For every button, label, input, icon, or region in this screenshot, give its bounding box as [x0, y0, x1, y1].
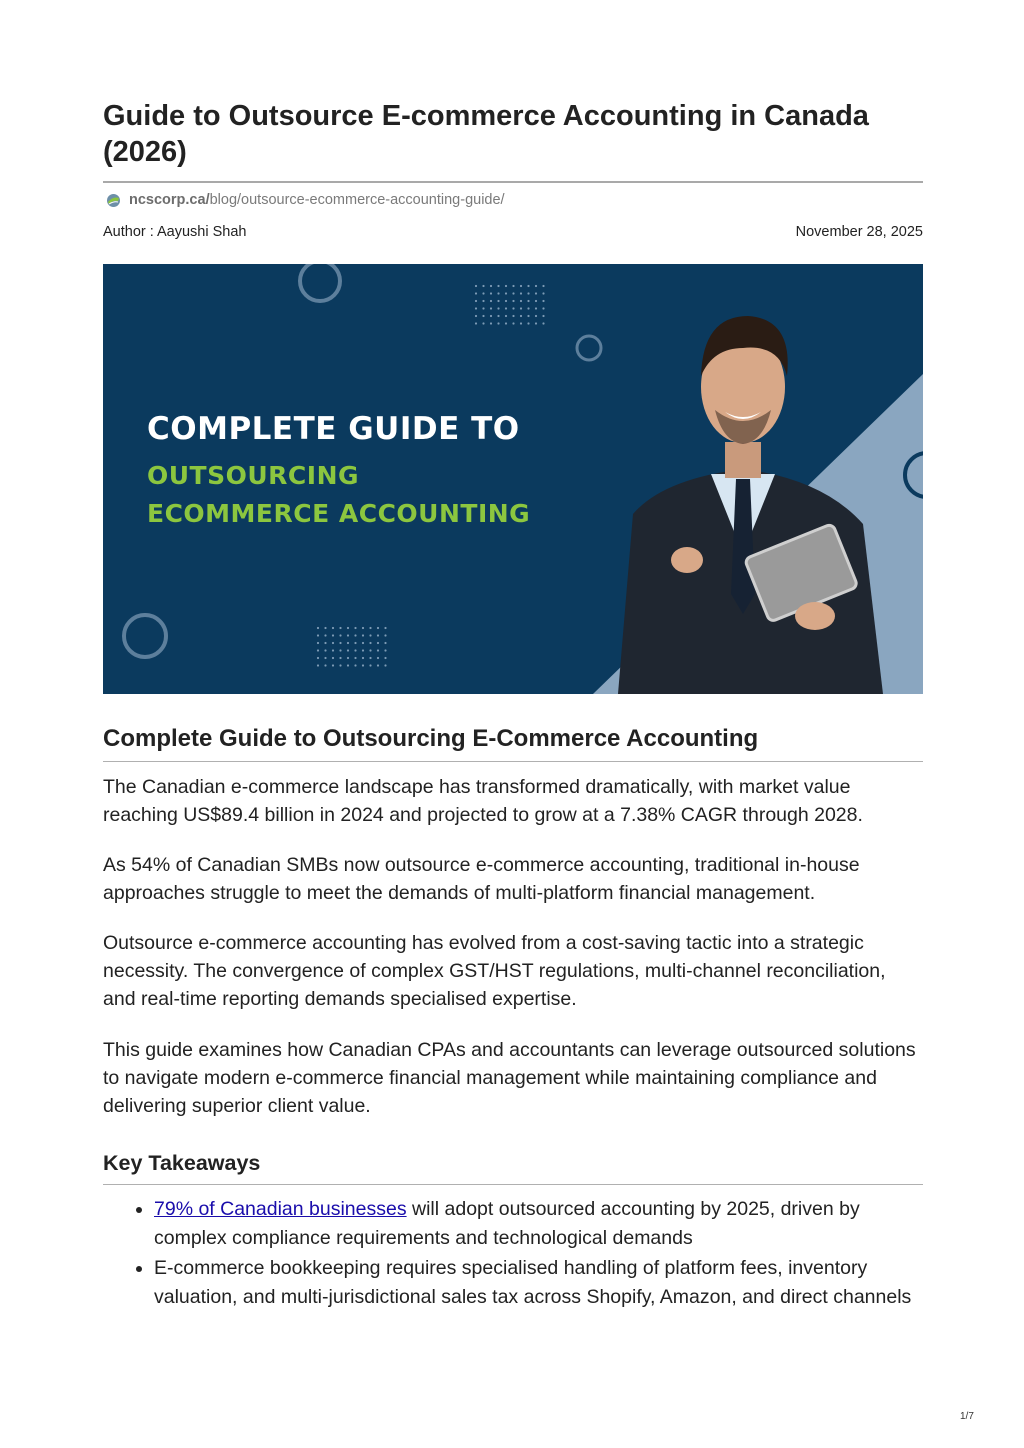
decor-dot: [339, 627, 341, 629]
list-item: [154, 1195, 923, 1253]
decor-dot: [527, 307, 529, 309]
decor-dot: [332, 634, 334, 636]
decor-dot: [512, 322, 514, 324]
decor-dot: [542, 307, 544, 309]
decor-dot: [497, 307, 499, 309]
decor-dot: [347, 627, 349, 629]
decor-dot: [482, 300, 484, 302]
paragraph-4: This guide examines how Canadian CPAs and accountants can leverage outsourced solutions to navigate modern e-commerce financial management while maintaining compliance and delivering superior client value.: [103, 1039, 916, 1117]
paragraph-1: The Canadian e-commerce landscape has transformed dramatically, with market value reaching US$89.4 billion in 2024 and projected to grow at a 7.38% CAGR through 2028.: [103, 776, 863, 826]
page-number: 1/7: [960, 1411, 974, 1422]
source-domain: ncscorp.ca/: [129, 192, 210, 208]
decor-dot: [324, 649, 326, 651]
decor-dot: [332, 642, 334, 644]
decor-dot: [482, 315, 484, 317]
section-heading: Complete Guide to Outsourcing E-Commerce Accounting: [103, 725, 759, 752]
decor-dot: [475, 322, 477, 324]
decor-dot: [497, 285, 499, 287]
decor-dot: [527, 322, 529, 324]
decor-dot: [482, 285, 484, 287]
decor-dot: [475, 315, 477, 317]
decor-dot: [475, 307, 477, 309]
decor-dot: [535, 300, 537, 302]
decor-dot: [527, 292, 529, 294]
decor-dot: [377, 664, 379, 666]
decor-dot: [354, 627, 356, 629]
decor-dot: [535, 315, 537, 317]
decor-dot: [535, 285, 537, 287]
takeaways-list: [103, 1195, 923, 1313]
decor-dot: [362, 627, 364, 629]
decor-dot: [354, 649, 356, 651]
decor-dot: [384, 642, 386, 644]
list-item-text: will adopt outsourced accounting by 2025, driven by complex compliance requirements and technological demands: [154, 1198, 860, 1249]
author: Author : Aayushi Shah: [103, 224, 247, 240]
hero-heading-line-3: ECOMMERCE ACCOUNTING: [147, 499, 531, 528]
decor-dot: [527, 315, 529, 317]
decor-dot: [527, 285, 529, 287]
decor-dot: [497, 292, 499, 294]
decor-dot: [339, 634, 341, 636]
decor-dot: [339, 649, 341, 651]
decor-dot: [505, 285, 507, 287]
decor-dot: [369, 634, 371, 636]
decor-dot: [347, 664, 349, 666]
title-divider: [103, 181, 923, 183]
decor-dot: [490, 292, 492, 294]
decor-dot: [317, 634, 319, 636]
decor-dot: [369, 657, 371, 659]
decor-dot: [347, 649, 349, 651]
decor-dot: [482, 307, 484, 309]
decor-dot: [384, 649, 386, 651]
takeaways-heading: Key Takeaways: [103, 1151, 261, 1175]
decor-dot: [520, 322, 522, 324]
paragraph-3: Outsource e-commerce accounting has evolved from a cost-saving tactic into a strategic necessity. The convergence of complex GST/HST regulations, multi-channel reconciliation, and real-time reporting demands specialised expertise.: [103, 932, 886, 1010]
decor-dot: [482, 322, 484, 324]
decor-dot: [542, 322, 544, 324]
hero-heading-line-2: OUTSOURCING: [147, 461, 360, 490]
page-title: Guide to Outsource E-commerce Accounting in Canada (2026): [103, 100, 869, 168]
decor-dot-grid: [475, 285, 545, 325]
decor-dot: [505, 292, 507, 294]
decor-dot: [369, 627, 371, 629]
decor-dot: [497, 300, 499, 302]
decor-dot: [520, 307, 522, 309]
decor-dot: [339, 642, 341, 644]
decor-dot: [377, 634, 379, 636]
decor-dot: [542, 300, 544, 302]
decor-dot: [362, 634, 364, 636]
paragraph-2: As 54% of Canadian SMBs now outsource e-commerce accounting, traditional in-house approaches struggle to meet the demands of multi-platform financial management.: [103, 854, 860, 904]
decor-circle: [577, 336, 601, 360]
decor-dot: [542, 292, 544, 294]
decor-dot: [475, 285, 477, 287]
list-item: [154, 1254, 923, 1312]
decor-dot: [317, 649, 319, 651]
decor-dot: [384, 634, 386, 636]
decor-dot: [497, 315, 499, 317]
decor-dot: [317, 642, 319, 644]
decor-dot: [505, 307, 507, 309]
hero-banner: [103, 264, 923, 694]
decor-dot: [339, 657, 341, 659]
decor-dot: [490, 322, 492, 324]
list-item-text: E-commerce bookkeeping requires specialised handling of platform fees, inventory valuation, and multi-jurisdictional sales tax across Shopify, Amazon, and direct channels: [154, 1257, 912, 1308]
decor-dot: [369, 649, 371, 651]
decor-dot: [520, 285, 522, 287]
decor-dot: [475, 300, 477, 302]
decor-dot: [354, 657, 356, 659]
decor-dot: [542, 285, 544, 287]
decor-dot: [377, 627, 379, 629]
decor-dot: [520, 315, 522, 317]
decor-dot: [512, 300, 514, 302]
decor-dot: [324, 664, 326, 666]
decor-dot: [520, 292, 522, 294]
decor-dot: [324, 642, 326, 644]
decor-dot: [505, 322, 507, 324]
decor-dot: [324, 634, 326, 636]
source-path: blog/outsource-ecommerce-accounting-guide/: [209, 192, 505, 208]
decor-dot: [332, 649, 334, 651]
decor-dot: [535, 307, 537, 309]
decor-dot: [332, 627, 334, 629]
decor-dot: [354, 664, 356, 666]
publish-date: November 28, 2025: [795, 224, 923, 240]
decor-circle: [300, 264, 340, 301]
decor-dot: [362, 657, 364, 659]
decor-dot: [317, 657, 319, 659]
decor-dot: [520, 300, 522, 302]
decor-dot: [512, 307, 514, 309]
businesses-stat-link[interactable]: 79% of Canadian businesses: [154, 1198, 407, 1220]
section-divider: [103, 761, 923, 762]
decor-dot: [347, 642, 349, 644]
decor-dot: [362, 649, 364, 651]
meta-row: [103, 223, 923, 241]
decor-dot: [535, 292, 537, 294]
decor-dot: [475, 292, 477, 294]
decor-dot: [339, 664, 341, 666]
decor-dot: [332, 657, 334, 659]
decor-dot: [384, 664, 386, 666]
decor-dot: [377, 649, 379, 651]
decor-dot: [535, 322, 537, 324]
decor-dot: [369, 642, 371, 644]
decor-dot: [362, 642, 364, 644]
decor-dot: [317, 627, 319, 629]
decor-dot: [490, 285, 492, 287]
decor-dot: [324, 627, 326, 629]
decor-dot: [505, 300, 507, 302]
decor-dot: [512, 292, 514, 294]
decor-dot: [347, 634, 349, 636]
decor-dot: [369, 664, 371, 666]
decor-circle: [124, 615, 166, 657]
decor-dot: [384, 657, 386, 659]
decor-dot: [377, 657, 379, 659]
site-favicon-icon: [106, 193, 121, 208]
decor-dot: [332, 664, 334, 666]
decor-dot: [317, 664, 319, 666]
decor-dot: [512, 315, 514, 317]
decor-dot: [354, 634, 356, 636]
takeaways-divider: [103, 1184, 923, 1185]
decor-dot: [497, 322, 499, 324]
decor-dot: [505, 315, 507, 317]
decor-dot: [362, 664, 364, 666]
decor-dot: [490, 300, 492, 302]
source-url[interactable]: [106, 191, 505, 209]
decor-dot-grid: [317, 627, 387, 667]
decor-dot: [377, 642, 379, 644]
decor-dot: [542, 315, 544, 317]
decor-dot: [512, 285, 514, 287]
decor-dot: [347, 657, 349, 659]
decor-dot: [490, 315, 492, 317]
decor-dot: [324, 657, 326, 659]
decor-dot: [527, 300, 529, 302]
hero-heading-line-1: COMPLETE GUIDE TO: [147, 411, 520, 447]
decor-dot: [490, 307, 492, 309]
decor-dot: [384, 627, 386, 629]
decor-dot: [482, 292, 484, 294]
decor-dot: [354, 642, 356, 644]
